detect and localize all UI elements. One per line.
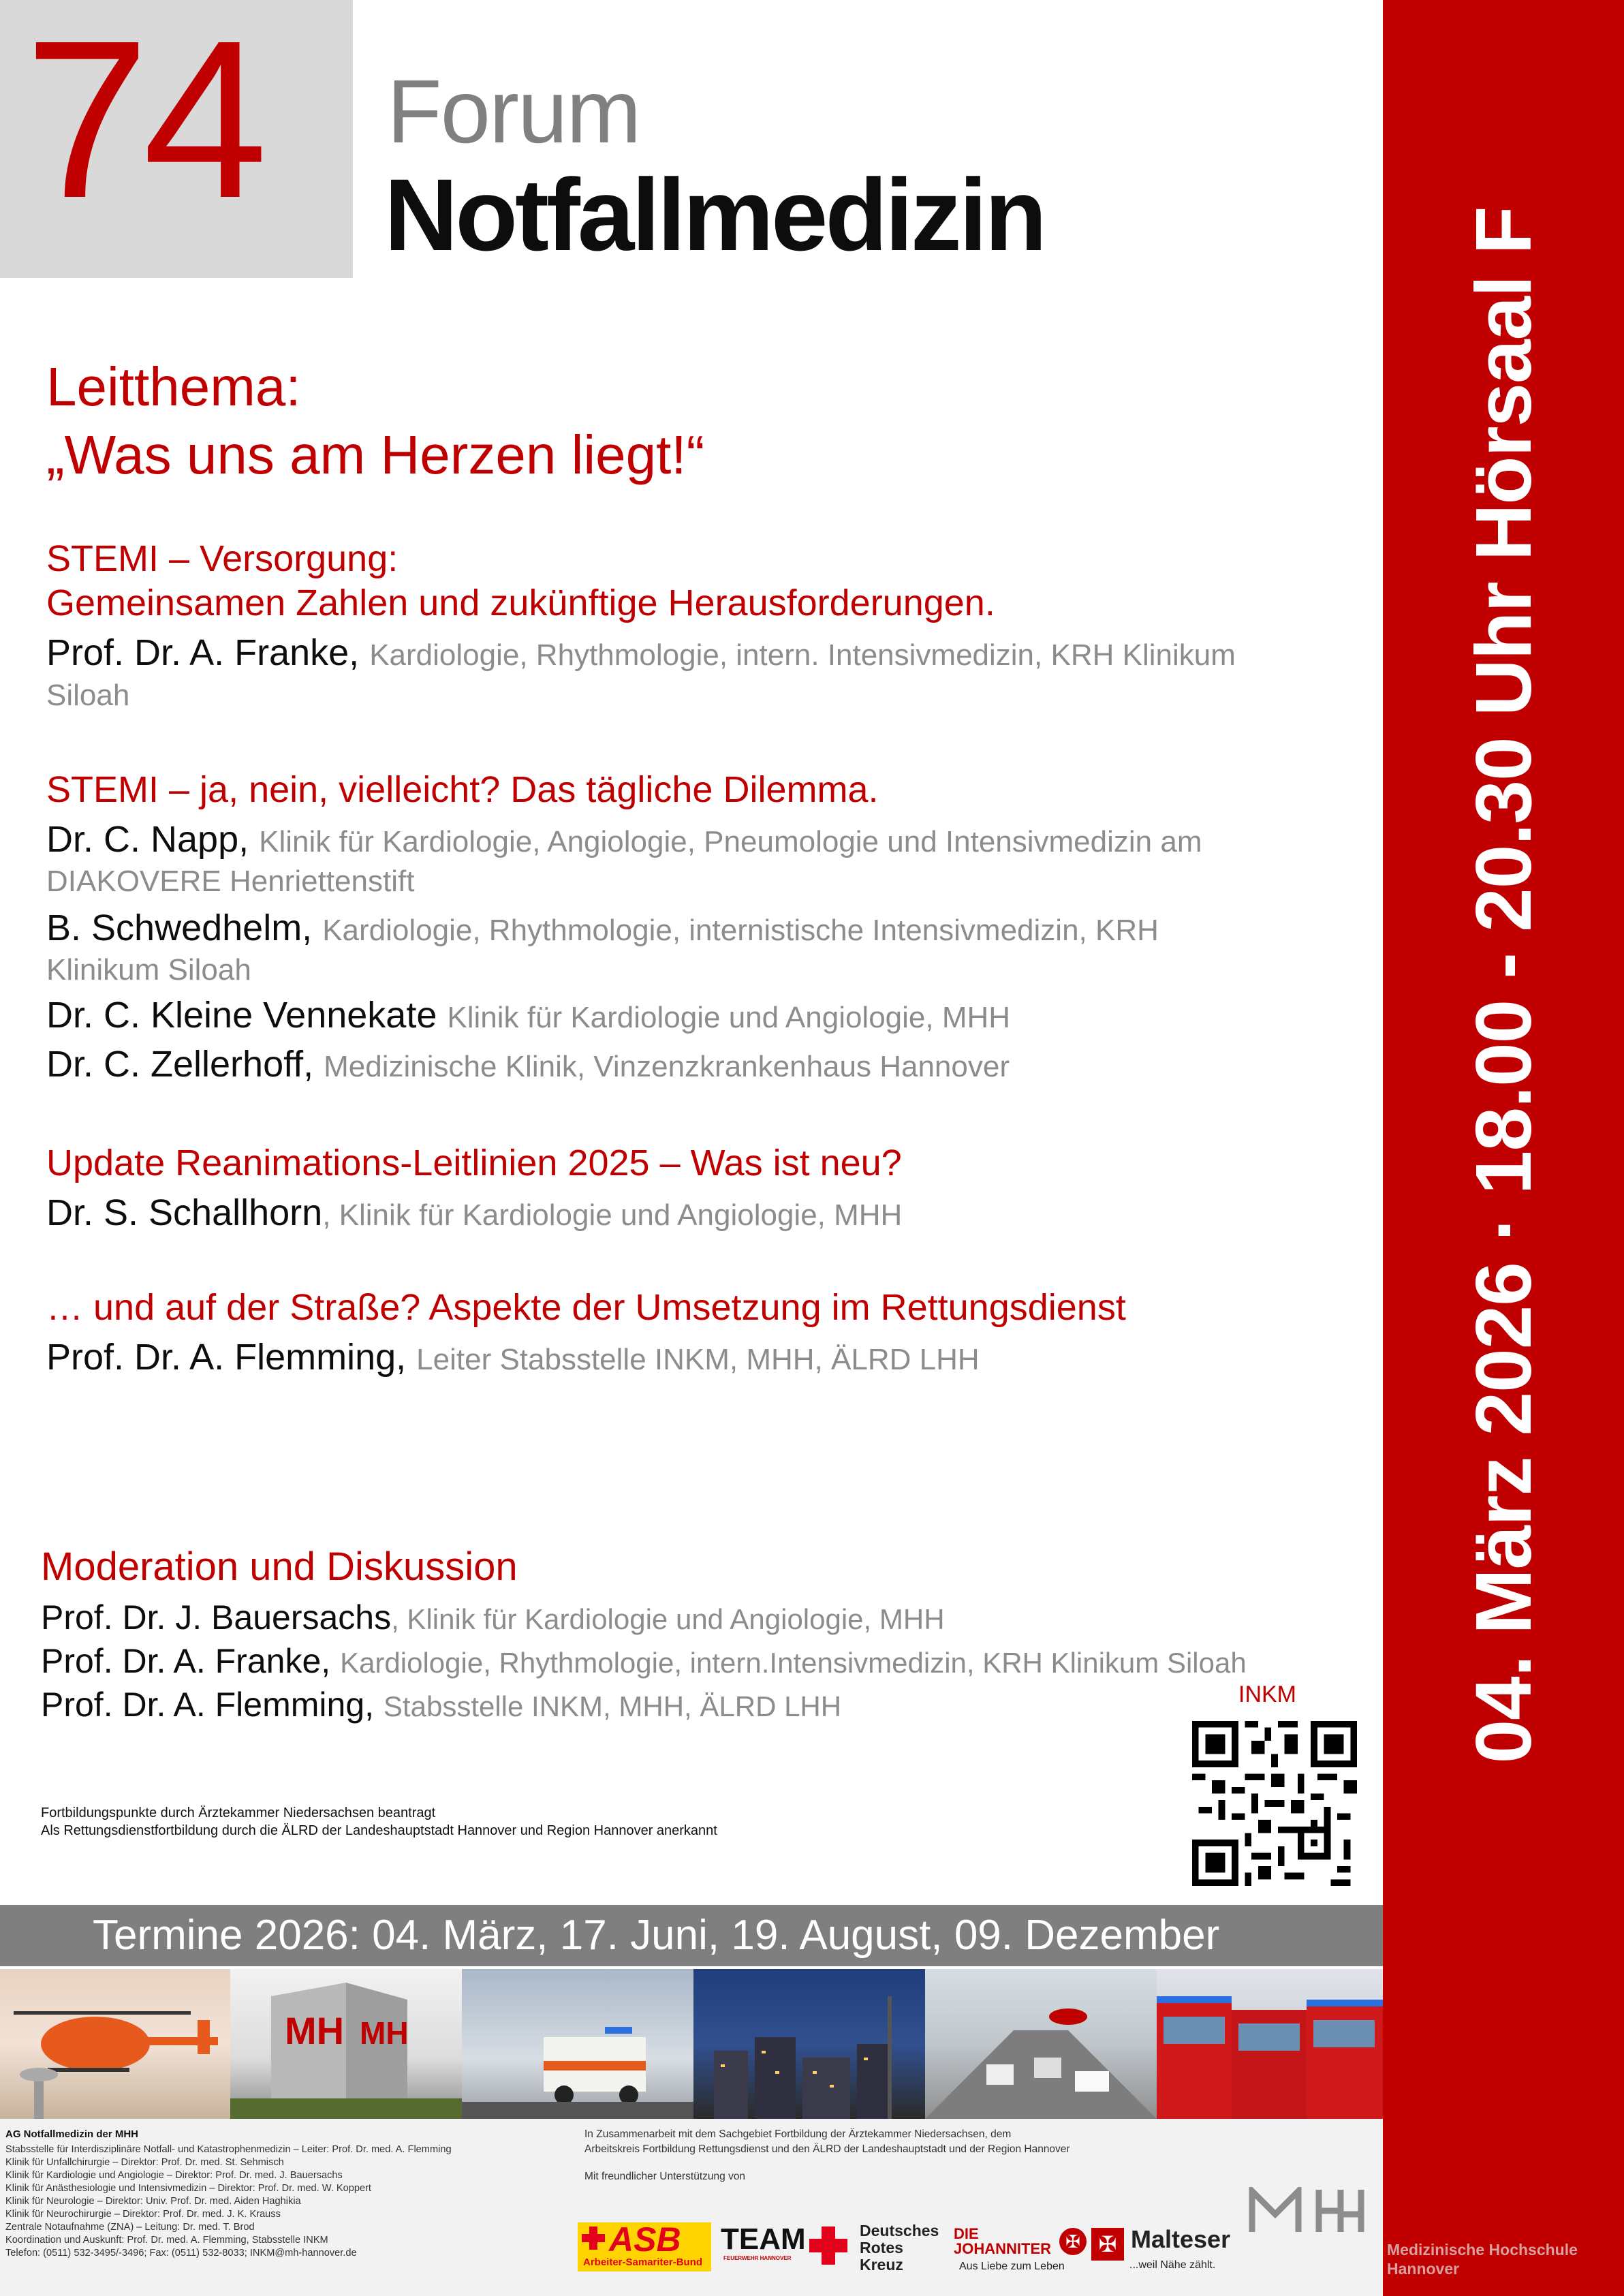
footer-line: Klinik für Neurologie – Direktor: Univ. Prof. Dr. med. Aiden Haghikia — [5, 2196, 301, 2207]
speaker-line — [46, 1191, 902, 1235]
speaker-name: B. Schwedhelm, — [46, 907, 313, 948]
asb-sub: Arbeiter-Samariter-Bund — [583, 2256, 703, 2268]
moderator-affiliation: , Klinik für Kardiologie und Angiologie, MHH — [391, 1603, 945, 1635]
footer-line: Stabsstelle für Interdisziplinäre Notfall- und Katastrophenmedizin – Leiter: Prof. Dr. med. A. Flemming — [5, 2144, 452, 2155]
moderator-name: Prof. Dr. A. Flemming, — [41, 1686, 375, 1724]
johanniter-logo: DIE JOHANNITER — [954, 2225, 1052, 2257]
support-label: Mit freundlicher Unterstützung von — [584, 2171, 746, 2182]
team-logo — [721, 2222, 806, 2277]
footer-contact: Telefon: (0511) 532-3495/-3496; Fax: (0511) 532-8033; INKM@mh-hannover.de — [5, 2248, 357, 2259]
speaker-name: Dr. C. Napp, — [46, 819, 249, 860]
malteser-sub: ...weil Nähe zählt. — [1129, 2259, 1216, 2271]
speaker-affiliation-cont: Klinikum Siloah — [46, 953, 251, 987]
speaker-affiliation: Klinik für Kardiologie, Angiologie, Pneumologie und Intensivmedizin am — [259, 825, 1202, 858]
moderator-line — [41, 1641, 1247, 1681]
mhh-logo — [1248, 2187, 1371, 2235]
moderator-affiliation: Kardiologie, Rhythmologie, intern.Intensivmedizin, KRH Klinikum Siloah — [340, 1647, 1247, 1679]
speaker-name: Dr. C. Zellerhoff, — [46, 1044, 314, 1085]
footer-line: Klinik für Unfallchirurgie – Direktor: Prof. Dr. med. St. Sehmisch — [5, 2157, 284, 2168]
drk-line: Kreuz — [860, 2256, 903, 2274]
dates-text: Termine 2026: 04. März, 17. Juni, 19. August, 09. Dezember — [93, 1912, 1220, 1959]
speaker-line — [46, 993, 1010, 1038]
team-sub: FEUERWEHR HANNOVER — [723, 2255, 792, 2261]
ambulance-photo — [462, 1969, 693, 2119]
mhh-name-line: Medizinische Hochschule — [1387, 2241, 1578, 2259]
asb-logo — [578, 2222, 711, 2271]
footer-title: AG Notfallmedizin der MHH — [5, 2128, 139, 2140]
qr-code[interactable] — [1192, 1721, 1357, 1886]
speaker-affiliation-cont: Siloah — [46, 679, 130, 712]
johanniter-sub: Aus Liebe zum Leben — [959, 2261, 1065, 2272]
moderator-name: Prof. Dr. J. Bauersachs — [41, 1598, 392, 1636]
mhh-name — [1387, 2240, 1578, 2278]
johanniter-cross-icon: ✠ — [1059, 2228, 1087, 2255]
talk-topic: … und auf der Straße? Aspekte der Umsetzung im Rettungsdienst — [46, 1287, 1126, 1328]
fire-trucks-photo — [1157, 1969, 1383, 2119]
moderator-name: Prof. Dr. A. Franke, — [41, 1642, 331, 1680]
cooperation-line: Arbeitskreis Fortbildung Rettungsdienst und den ÄLRD der Landeshauptstadt und der Region Hannover — [584, 2143, 1070, 2155]
footer-line: Klinik für Kardiologie und Angiologie – Direktor: Prof. Dr. med. J. Bauersachs — [5, 2170, 343, 2181]
talk-topic: Update Reanimations-Leitlinien 2025 – Was ist neu? — [46, 1143, 902, 1183]
speaker-affiliation: Kardiologie, Rhythmologie, internistische Intensivmedizin, KRH — [322, 914, 1159, 947]
speaker-affiliation: Medizinische Klinik, Vinzenzkrankenhaus Hannover — [324, 1050, 1010, 1083]
qr-label: INKM — [1238, 1681, 1296, 1707]
asb-cross-icon — [582, 2227, 605, 2250]
drk-line: Deutsches — [860, 2222, 939, 2239]
highway-accident-photo — [925, 1969, 1157, 2119]
cme-note: Fortbildungspunkte durch Ärztekammer Niedersachsen beantragt — [41, 1805, 436, 1820]
moderator-line — [41, 1597, 945, 1638]
drk-line: Rotes — [860, 2239, 903, 2256]
speaker-line — [46, 1042, 1010, 1087]
speaker-name: Dr. C. Kleine Vennekate — [46, 995, 437, 1036]
footer-line: Klinik für Neurochirurgie – Direktor: Prof. Dr. med. J. K. Krauss — [5, 2209, 281, 2220]
speaker-name: Dr. S. Schallhorn — [46, 1192, 323, 1233]
speaker-name: Prof. Dr. A. Franke, — [46, 632, 360, 673]
city-night-photo — [693, 1969, 925, 2119]
event-date-time: 04. März 2026 · 18.00 - 20.30 Uhr Hörsaal F — [1459, 206, 1548, 1764]
rd-note: Als Rettungsdienstfortbildung durch die ÄLRD der Landeshauptstadt Hannover und Region Hannover anerkannt — [41, 1823, 717, 1838]
moderation-title: Moderation und Diskussion — [41, 1545, 518, 1589]
asb-text: ASB — [609, 2220, 681, 2259]
drk-text — [860, 2222, 939, 2274]
malteser-text: Malteser — [1131, 2225, 1231, 2253]
mhh-sign-photo — [230, 1969, 462, 2119]
title-forum: Forum — [387, 61, 640, 161]
talk-topic: Gemeinsamen Zahlen und zukünftige Herausforderungen. — [46, 583, 995, 623]
talk-topic: STEMI – Versorgung: — [46, 538, 399, 579]
leitthema-title: „Was uns am Herzen liegt!“ — [46, 424, 705, 485]
team-text: TEAM — [721, 2222, 806, 2256]
speaker-line — [46, 631, 1236, 675]
leitthema-label: Leitthema: — [46, 356, 301, 417]
speaker-name: Prof. Dr. A. Flemming, — [46, 1337, 407, 1378]
speaker-affiliation-cont: DIAKOVERE Henriettenstift — [46, 865, 415, 898]
speaker-affiliation: Klinik für Kardiologie und Angiologie, MHH — [447, 1001, 1011, 1034]
red-cross-icon — [809, 2227, 847, 2265]
speaker-line — [46, 1335, 980, 1380]
helicopter-photo — [0, 1969, 230, 2119]
mhh-name-line: Hannover — [1387, 2260, 1460, 2278]
footer-line: Koordination und Auskunft: Prof. Dr. med. A. Flemming, Stabsstelle INKM — [5, 2235, 328, 2246]
moderator-affiliation: Stabsstelle INKM, MHH, ÄLRD LHH — [383, 1690, 842, 1722]
speaker-line — [46, 818, 1202, 862]
moderator-line — [41, 1684, 841, 1725]
cooperation-line: In Zusammenarbeit mit dem Sachgebiet Fortbildung der Ärztekammer Niedersachsen, dem — [584, 2128, 1012, 2140]
footer-line: Klinik für Anästhesiologie und Intensivmedizin – Direktor: Prof. Dr. med. W. Koppert — [5, 2183, 371, 2194]
svg-text:MH: MH — [285, 2009, 345, 2052]
forum-number: 74 — [25, 0, 262, 245]
speaker-affiliation: Kardiologie, Rhythmologie, intern. Intensivmedizin, KRH Klinikum — [369, 638, 1236, 672]
title-notfallmedizin: Notfallmedizin — [384, 157, 1045, 272]
footer-line: Zentrale Notaufnahme (ZNA) – Leitung: Dr. med. T. Brod — [5, 2222, 255, 2233]
malteser-cross-icon: ✠ — [1091, 2228, 1124, 2261]
talk-topic: STEMI – ja, nein, vielleicht? Das tägliche Dilemma. — [46, 769, 879, 810]
speaker-affiliation: , Klinik für Kardiologie und Angiologie, MHH — [322, 1198, 903, 1232]
speaker-line — [46, 906, 1159, 950]
svg-text:MH: MH — [360, 2015, 409, 2051]
sidebar-date-container — [1383, 0, 1624, 1969]
speaker-affiliation: Leiter Stabsstelle INKM, MHH, ÄLRD LHH — [416, 1343, 980, 1376]
